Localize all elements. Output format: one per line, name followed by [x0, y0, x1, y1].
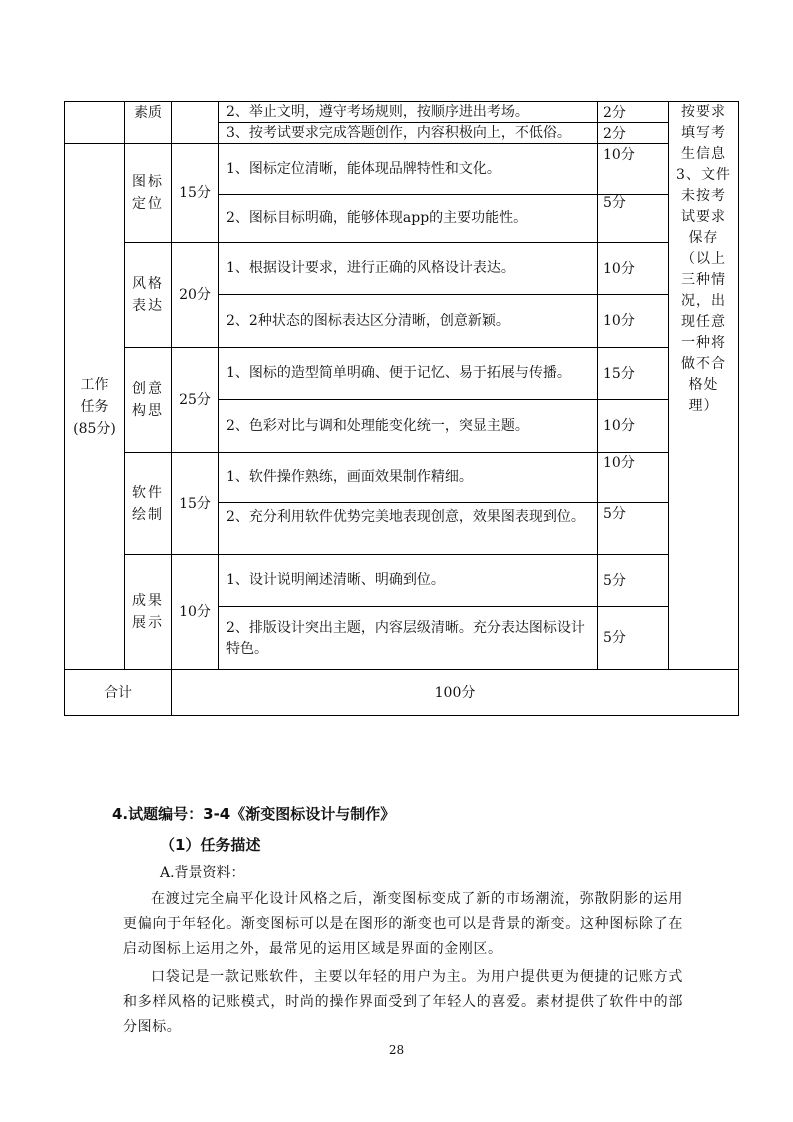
rubric-item: 1、软件操作熟练，画面效果制作精细。 [226, 469, 473, 485]
rubric-score: 10分 [603, 260, 635, 277]
rubric-score: 5分 [603, 506, 626, 522]
rubric-item: 2、排版设计突出主题，内容层级清晰。充分表达图标设计特色。 [226, 620, 585, 657]
table-border-right [738, 101, 739, 716]
section-title: 4.试题编号：3-4《渐变图标设计与制作》 [112, 805, 396, 823]
group-total: 25分 [179, 392, 211, 408]
table-rule [597, 101, 598, 669]
rubric-score: 5分 [603, 195, 626, 211]
group-name: 图标 定位 [132, 174, 164, 212]
table-rule [218, 502, 668, 503]
rubric-item: 2、举止文明，遵守考场规则，按顺序进出考场。 [226, 104, 529, 120]
rubric-item: 1、图标定位清晰，能体现品牌特性和文化。 [226, 160, 501, 177]
rubric-item: 1、图标的造型简单明确、便于记忆、易于拓展与传播。 [226, 365, 571, 381]
rubric-score: 5分 [603, 572, 626, 589]
group-total: 20分 [179, 287, 211, 303]
group-total: 10分 [179, 604, 211, 620]
rubric-item: 2、充分利用软件优势完美地表现创意，效果图表现到位。 [226, 509, 585, 525]
rubric-item: 2、色彩对比与调和处理能变化统一，突显主题。 [226, 417, 529, 434]
group-name: 风格 表达 [132, 276, 164, 314]
rubric-item: 2、2种状态的图标表达区分清晰，创意新颖。 [226, 312, 510, 329]
group-name: 软件 绘制 [132, 484, 164, 523]
paragraph: 在渡过完全扁平化设计风格之后，渐变图标变成了新的市场潮流，弥散阴影的运用更偏向于年轻化。渐变图标可以是在图形的渐变也可以是背景的渐变。这种图标除了在启动图标上运用之外，最常见的运用区域是界面的金刚区。 [123, 891, 683, 957]
rubric-score: 5分 [603, 630, 626, 646]
table-border-bottom [64, 715, 739, 716]
rubric-item: 1、设计说明阐述清晰、明确到位。 [226, 572, 445, 588]
section-subtitle: （1）任务描述 [160, 836, 261, 854]
table-rule [218, 101, 219, 669]
rubric-item: 3、按考试要求完成答题创作，内容积极向上，不低俗。 [226, 125, 571, 141]
rubric-score: 2分 [603, 126, 626, 142]
rubric-score: 15分 [603, 365, 635, 382]
paragraph: 口袋记是一款记账软件，主要以年轻的用户为主。为用户提供更为便捷的记账方式和多样风格的记账模式，时尚的操作界面受到了年轻人的喜爱。素材提供了软件中的部分图标。 [123, 969, 683, 1035]
main-category-label: 工作 任务 (85分) [73, 376, 116, 437]
group-total: 15分 [179, 185, 211, 201]
page-number: 28 [388, 1043, 405, 1057]
background-label: A.背景资料： [160, 865, 245, 881]
total-value: 100分 [434, 684, 476, 701]
group-total: 15分 [179, 495, 211, 512]
rubric-score: 10分 [603, 147, 635, 163]
rubric-note: 按要求 填写考 生信息 3、文件 未按考 试要求 保存 （以上 三种情 况，出 现任意 一种将 做不合 格处 理） [676, 104, 731, 414]
rubric-score: 10分 [603, 418, 635, 434]
rubric-score: 10分 [603, 313, 635, 329]
group-name: 创意 构思 [132, 381, 164, 419]
rubric-score: 10分 [603, 455, 635, 471]
rubric-item: 1、根据设计要求，进行正确的风格设计表达。 [226, 260, 515, 276]
group-name: 成果 展示 [132, 593, 164, 631]
rubric-score: 2分 [603, 105, 626, 121]
total-label: 合计 [104, 684, 132, 701]
table-rule [218, 606, 668, 607]
rubric-item: 2、图标目标明确，能够体现app的主要功能性。 [226, 210, 528, 226]
quality-label: 素质 [134, 105, 162, 121]
